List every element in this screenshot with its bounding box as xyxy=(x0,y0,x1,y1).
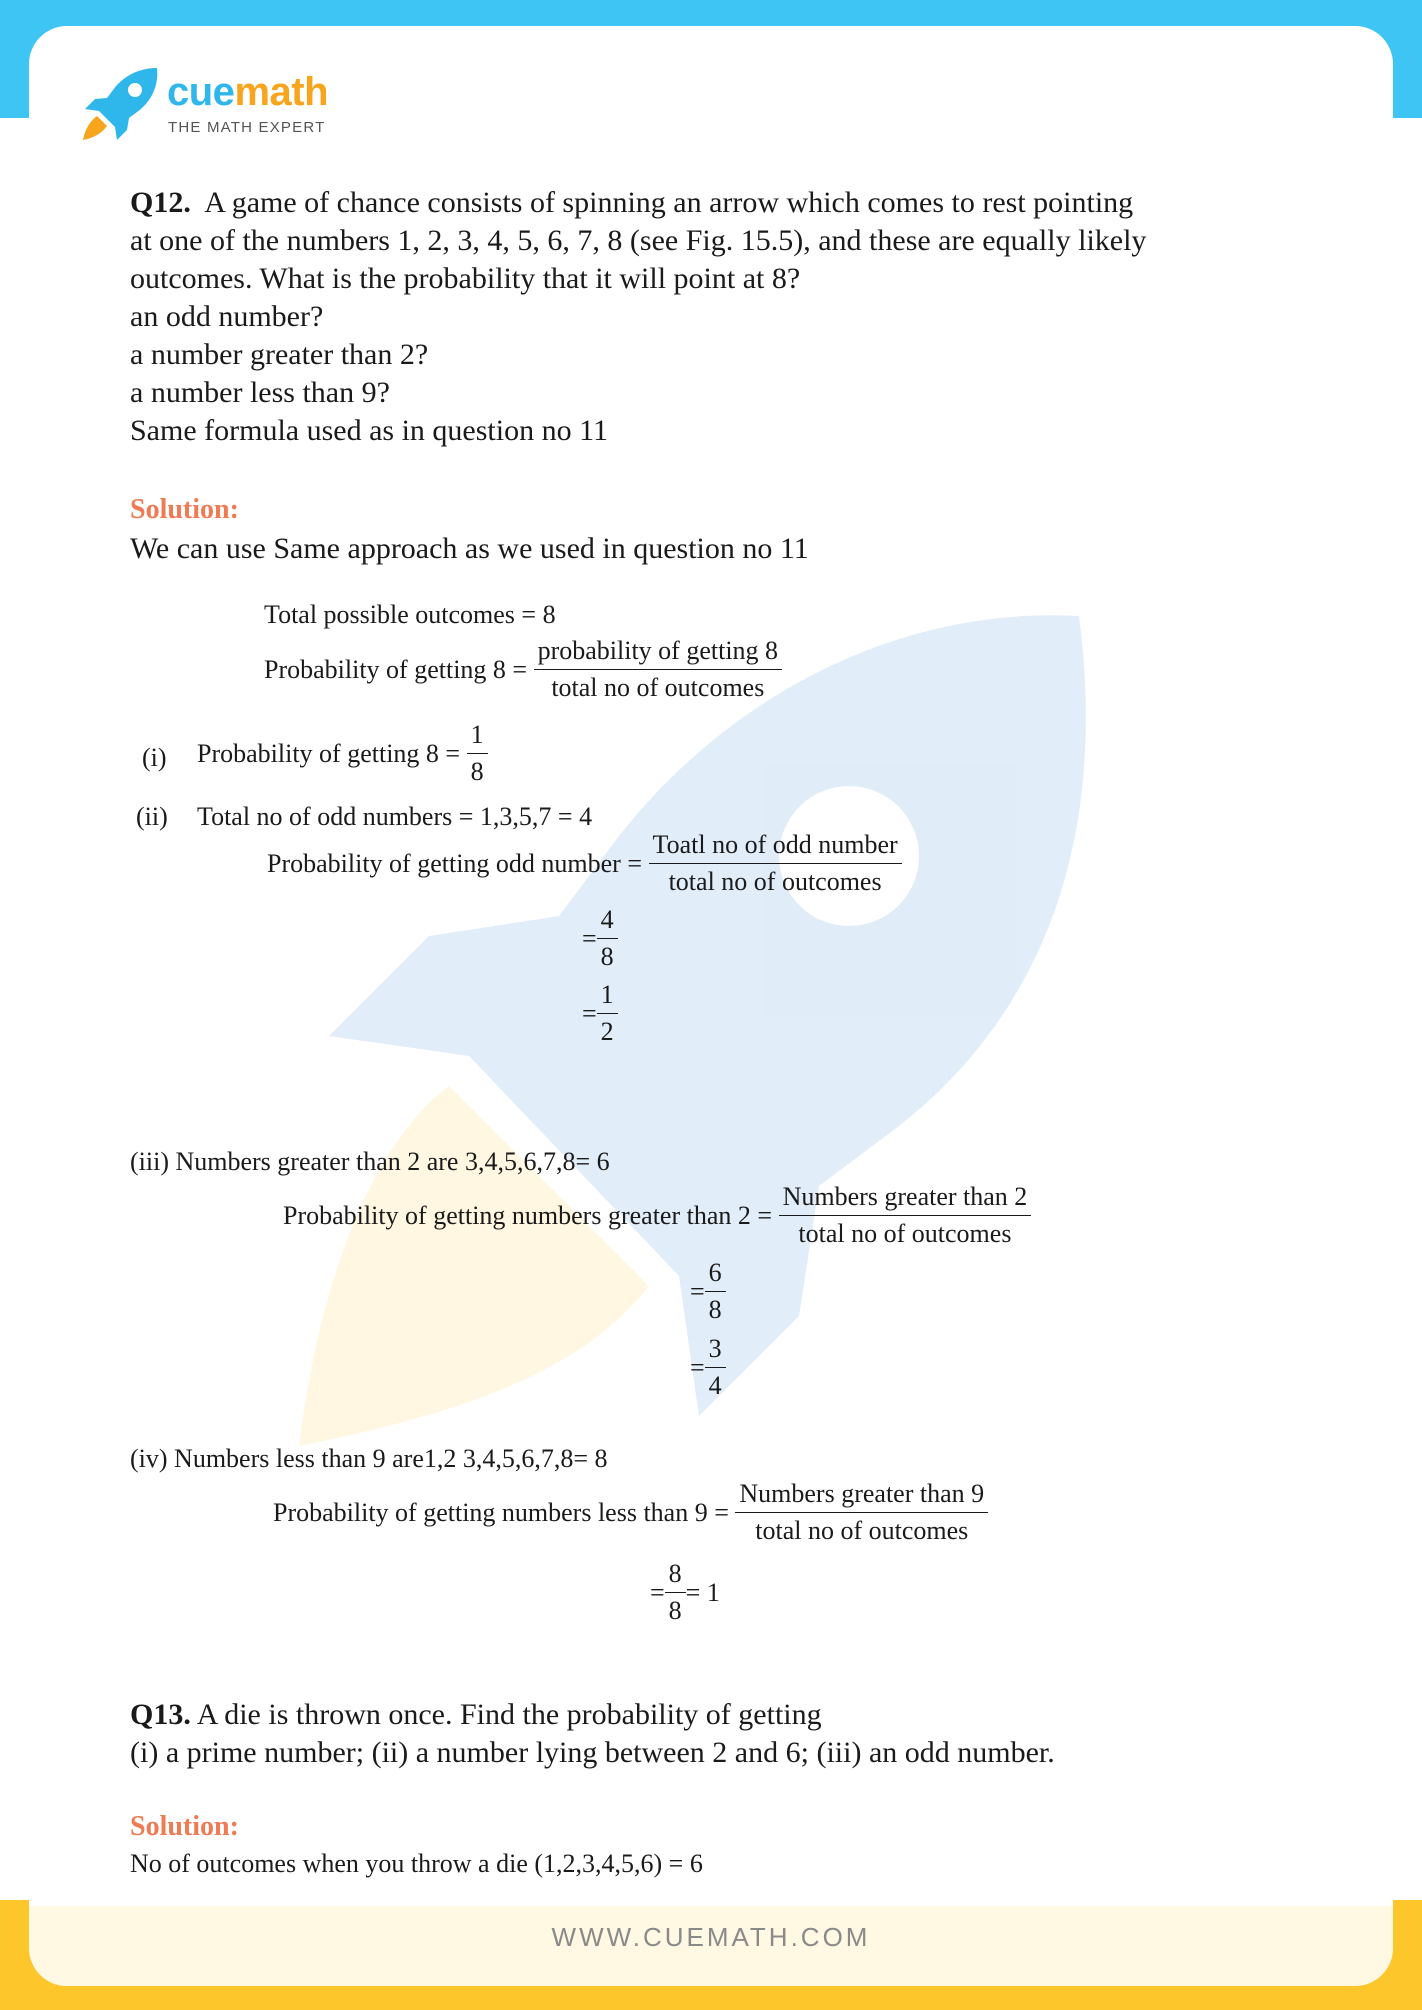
prob8-numerator: probability of getting 8 xyxy=(534,635,782,670)
q13-text-1: A die is thrown once. Find the probability of getting xyxy=(196,1698,822,1731)
part-iii-step1-numerator: 6 xyxy=(705,1257,726,1292)
q12-line-1 xyxy=(130,184,1133,222)
part-iii-greater-than-2: (iii) Numbers greater than 2 are 3,4,5,6,7,8= 6 xyxy=(130,1147,610,1176)
brand-name-part1: cue xyxy=(167,70,235,114)
part-iv-step-result: = 1 xyxy=(685,1577,720,1607)
q13-solution-label: Solution: xyxy=(130,1811,239,1842)
prob8-formula xyxy=(264,635,782,704)
part-iii-step2-fraction xyxy=(705,1333,726,1402)
prob8-fraction xyxy=(534,635,782,704)
q12-solution-intro: We can use Same approach as we used in question no 11 xyxy=(130,532,809,565)
part-i-lhs: Probability of getting 8 = xyxy=(197,738,461,768)
q13-line-1 xyxy=(130,1696,822,1734)
part-ii-step1-fraction xyxy=(597,904,618,973)
part-ii-step-2: = $\frac{1}{2}$ xyxy=(582,979,618,1048)
part-ii-label: (ii) xyxy=(136,802,168,831)
part-i-formula xyxy=(197,719,488,788)
part-i-fraction xyxy=(467,719,488,788)
q13-outcomes: No of outcomes when you throw a die (1,2,3,4,5,6) = 6 xyxy=(130,1849,703,1878)
q12-line-6: a number less than 9? xyxy=(130,376,390,409)
part-ii-denominator: total no of outcomes xyxy=(668,867,882,896)
part-ii-fraction xyxy=(649,829,902,898)
part-iii-step1-denominator: 8 xyxy=(708,1295,722,1324)
brand-wordmark xyxy=(167,70,328,115)
brand-tagline: THE MATH EXPERT xyxy=(168,119,326,136)
part-iv-fraction xyxy=(735,1478,988,1547)
page-card xyxy=(29,26,1393,1986)
q12-line-7: Same formula used as in question no 11 xyxy=(130,414,608,447)
part-iii-step1-fraction xyxy=(705,1257,726,1326)
part-ii-step2-fraction xyxy=(597,979,618,1048)
part-ii-step1-denominator: 8 xyxy=(600,942,614,971)
q13-label: Q13. xyxy=(130,1698,191,1731)
part-iii-step-1: = $\frac{6}{8}$ xyxy=(690,1257,726,1326)
part-ii-step-1: = $\frac{4}{8}$ xyxy=(582,904,618,973)
part-ii-odd-count: Total no of odd numbers = 1,3,5,7 = 4 xyxy=(197,802,593,831)
part-i-denominator: 8 xyxy=(470,757,484,786)
part-ii-step2-denominator: 2 xyxy=(600,1017,614,1046)
part-iii-step-2: = $\frac{3}{4}$ xyxy=(690,1333,726,1402)
part-iv-step-fraction xyxy=(665,1558,686,1627)
part-iv-numerator: Numbers greater than 9 xyxy=(735,1478,988,1513)
part-iii-lhs: Probability of getting numbers greater than 2 = xyxy=(283,1200,773,1230)
footer-url: WWW.CUEMATH.COM xyxy=(551,1922,871,1952)
prob8-denominator: total no of outcomes xyxy=(551,673,765,702)
part-iii-numerator: Numbers greater than 2 xyxy=(779,1181,1032,1216)
part-iv-step-denominator: 8 xyxy=(668,1596,682,1625)
part-i-label: (i) xyxy=(142,743,167,772)
q12-line-5: a number greater than 2? xyxy=(130,338,429,371)
part-ii-numerator: Toatl no of odd number xyxy=(649,829,902,864)
part-iv-denominator: total no of outcomes xyxy=(755,1516,969,1545)
part-iii-formula xyxy=(283,1181,1031,1250)
part-i-numerator: 1 xyxy=(467,719,488,754)
q12-label: Q12. xyxy=(130,186,191,219)
part-iii-step2-numerator: 3 xyxy=(705,1333,726,1368)
brand-name-part2: math xyxy=(234,70,329,114)
prob8-lhs: Probability of getting 8 = xyxy=(264,654,528,684)
q12-text-1: A game of chance consists of spinning an arrow which comes to rest pointing xyxy=(204,186,1134,219)
part-iv-formula xyxy=(273,1478,988,1547)
part-ii-lhs: Probability of getting odd number = xyxy=(267,848,643,878)
part-iii-fraction xyxy=(779,1181,1032,1250)
part-iv-step-numerator: 8 xyxy=(665,1558,686,1593)
part-iv-lhs: Probability of getting numbers less than 9 = xyxy=(273,1497,729,1527)
cuemath-rocket-logo-icon xyxy=(77,66,161,142)
q12-line-4: an odd number? xyxy=(130,300,324,333)
part-iii-denominator: total no of outcomes xyxy=(798,1219,1012,1248)
part-iv-less-than-9: (iv) Numbers less than 9 are1,2 3,4,5,6,7,8= 8 xyxy=(130,1444,608,1473)
part-iv-step: = $\frac{8}{8}$ = 1 xyxy=(650,1559,720,1625)
q12-line-2: at one of the numbers 1, 2, 3, 4, 5, 6, 7, 8 (see Fig. 15.5), and these are equally likely xyxy=(130,224,1147,257)
q13-line-2: (i) a prime number; (ii) a number lying between 2 and 6; (iii) an odd number. xyxy=(130,1736,1055,1769)
part-ii-step2-numerator: 1 xyxy=(597,979,618,1014)
q12-solution-label: Solution: xyxy=(130,494,239,525)
total-possible-outcomes: Total possible outcomes = 8 xyxy=(264,600,556,629)
part-iii-step2-denominator: 4 xyxy=(708,1371,722,1400)
part-ii-step1-numerator: 4 xyxy=(597,904,618,939)
q12-line-3: outcomes. What is the probability that it will point at 8? xyxy=(130,262,801,295)
part-ii-formula xyxy=(267,829,902,898)
